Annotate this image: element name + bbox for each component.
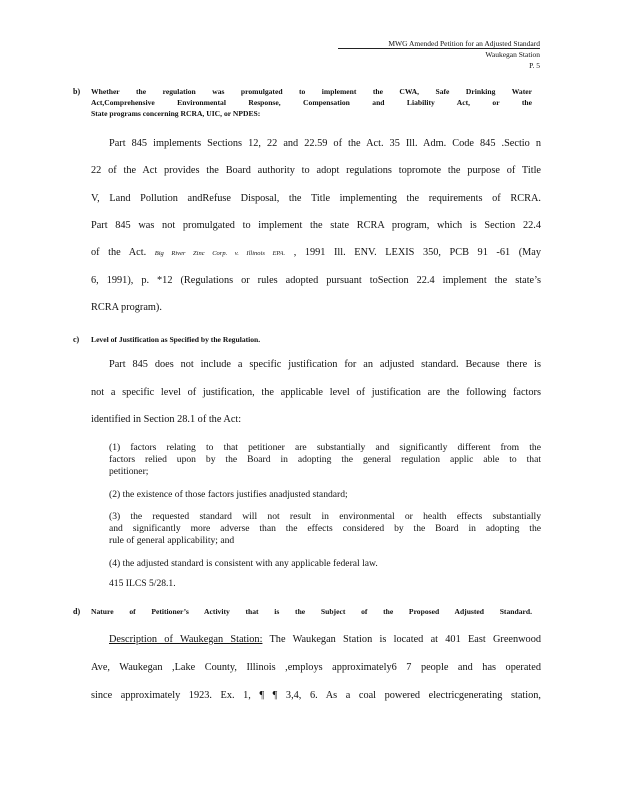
- section-b-body-line: V, Land Pollution andRefuse Disposal, the Title implementing the requirements of RCRA.: [91, 193, 541, 204]
- list-item-3: rule of general applicability; and: [109, 535, 235, 546]
- page-number: P. 5: [529, 61, 540, 70]
- section-b-body-line: [91, 246, 541, 261]
- running-header-station: Waukegan Station: [485, 50, 540, 59]
- list-item-1: factors relied upon by the Board in adopting the general regulation applic able to that: [109, 454, 541, 465]
- section-d-body-line: [109, 633, 541, 647]
- section-b-body-line: 22 of the Act provides the Board authority to adopt regulations topromote the purpose of Title: [91, 165, 541, 176]
- section-d-heading: [91, 606, 532, 617]
- section-d-label: d): [73, 607, 81, 616]
- section-d-heading-line: Nature of Petitioner’s Activity that is the Subject of the Proposed Adjusted Standard.: [91, 607, 532, 616]
- section-b-body-line: RCRA program).: [91, 302, 162, 313]
- list-item-1: (1) factors relating to that petitioner are substantially and significantly different from the: [109, 442, 541, 453]
- section-c-body-line: not a specific level of justification, the applicable level of justification are the following factors: [91, 387, 541, 398]
- section-b-heading-line: Act,Comprehensive Environmental Response, Compensation and Liability Act, or the: [91, 98, 532, 107]
- section-d-body-line: Ave, Waukegan ,Lake County, Illinois ,employs approximately6 7 people and has operated: [91, 662, 541, 673]
- section-b-body-line: 6, 1991), p. *12 (Regulations or rules adopted pursuant toSection 22.4 implement the state’s: [91, 275, 541, 286]
- list-item-1: petitioner;: [109, 466, 149, 477]
- section-b-heading-line: Whether the regulation was promulgated to implement the CWA, Safe Drinking Water: [91, 87, 532, 96]
- section-c-body-line: Part 845 does not include a specific justification for an adjusted standard. Because there is: [109, 359, 541, 370]
- list-item-4: (4) the adjusted standard is consistent with any applicable federal law.: [109, 558, 378, 569]
- section-b-heading-line: State programs concerning RCRA, UIC, or NPDES:: [91, 109, 261, 118]
- section-c-heading-line: Level of Justification as Specified by the Regulation.: [91, 335, 261, 344]
- section-b-label: b): [73, 87, 81, 96]
- section-b-heading: [91, 86, 532, 119]
- list-item-3: and significantly more adverse than the effects considered by the Board in adopting the: [109, 523, 541, 534]
- list-item-3: (3) the requested standard will not result in environmental or health effects substantially: [109, 511, 541, 522]
- section-c-body-line: identified in Section 28.1 of the Act:: [91, 414, 242, 425]
- section-b-body-line: Part 845 was not promulgated to implement the state RCRA program, which is Section 22.4: [91, 220, 541, 231]
- description-heading: Description of Waukegan Station:: [109, 634, 263, 645]
- section-b-text: of the Act.: [91, 247, 147, 258]
- section-c-heading: [91, 334, 532, 345]
- case-citation: Big River Zinc Corp. v. Illinois EPA.: [154, 250, 286, 257]
- statute-citation: 415 ILCS 5/28.1.: [109, 578, 176, 589]
- list-item-2: (2) the existence of those factors justifies anadjusted standard;: [109, 489, 348, 500]
- section-d-body-line: since approximately 1923. Ex. 1, ¶ ¶ 3,4, 6. As a coal powered electricgenerating station,: [91, 690, 541, 701]
- running-header-title: MWG Amended Petition for an Adjusted Standard: [388, 39, 540, 48]
- section-b-text: , 1991 Ill. ENV. LEXIS 350, PCB 91 -61 (May: [285, 247, 541, 258]
- section-d-text: The Waukegan Station is located at 401 East Greenwood: [262, 634, 541, 645]
- section-c-label: c): [73, 335, 80, 344]
- section-b-body-line: Part 845 implements Sections 12, 22 and 22.59 of the Act. 35 Ill. Adm. Code 845 .Sectio n: [109, 138, 541, 149]
